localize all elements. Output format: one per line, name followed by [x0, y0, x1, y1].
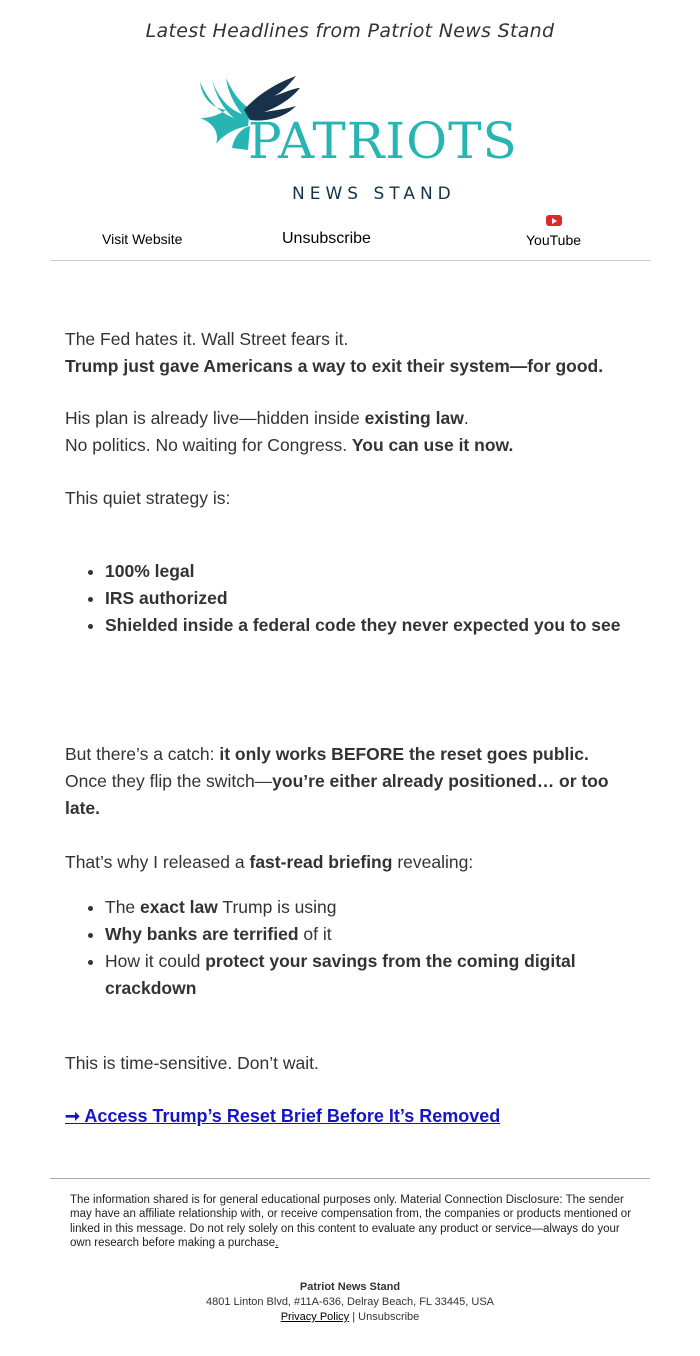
intro-line-1: The Fed hates it. Wall Street fears it. — [65, 329, 349, 349]
plan-text-c: . — [463, 408, 469, 428]
list-item — [105, 921, 645, 948]
plan-paragraph — [65, 405, 513, 459]
list-item — [105, 585, 645, 612]
strategy-list — [65, 558, 645, 639]
briefing-text-c: revealing: — [392, 852, 474, 872]
company-name: Patriot News Stand — [299, 1281, 401, 1293]
list-item-bold: exact law — [140, 897, 218, 917]
disclaimer-body: The information shared is for general educational purposes only. Material Connection Disclosure: The sender may have an affiliate relationship with, or receive compensation from, the companies or products mentioned or linked in this message. Do not rely solely on this content to evaluate any product or service—always do your own research before making a purchase — [70, 1194, 632, 1249]
list-item-text: How it could — [105, 951, 206, 971]
plan-text-d: No politics. No waiting for Congress. — [65, 435, 352, 455]
catch-text-b: it only works BEFORE the reset goes public. — [219, 744, 589, 764]
footer-divider — [50, 1178, 650, 1179]
plan-text-a: His plan is already live—hidden inside — [65, 408, 365, 428]
top-navigation — [50, 212, 650, 261]
company-info — [0, 1280, 700, 1325]
list-item-bold: protect your savings from the coming digital crackdown — [105, 951, 576, 998]
urgency-text: This is time-sensitive. Don’t wait. — [65, 1053, 319, 1073]
unsubscribe-link[interactable]: Unsubscribe — [282, 230, 371, 247]
list-item — [105, 948, 645, 1002]
disclaimer-text — [70, 1193, 635, 1250]
intro-paragraph — [65, 326, 603, 380]
youtube-icon[interactable] — [546, 215, 562, 226]
intro-line-2: Trump just gave Americans a way to exit their system—for good. — [65, 356, 604, 376]
briefing-text-a: That’s why I released a — [65, 852, 250, 872]
footer-links — [0, 1310, 700, 1325]
strategy-intro: This quiet strategy is: — [65, 488, 231, 508]
briefing-text-b: fast-read briefing — [249, 852, 393, 872]
catch-text-a: But there’s a catch: — [65, 744, 220, 764]
footer-separator: | — [349, 1311, 359, 1323]
list-item — [105, 894, 645, 921]
patriots-news-stand-logo[interactable] — [190, 70, 518, 210]
list-item-text: IRS authorized — [105, 588, 228, 608]
briefing-paragraph — [65, 849, 473, 876]
briefing-list — [65, 894, 645, 1002]
access-brief-link[interactable]: ➞ Access Trump’s Reset Brief Before It’s Removed — [65, 1106, 501, 1126]
plan-text-b: existing law — [364, 408, 464, 428]
catch-text-d: you’re either already positioned… or too late. — [65, 771, 609, 818]
list-item-text: The — [105, 897, 141, 917]
logo-subtitle: NEWS STAND — [292, 184, 456, 204]
list-item-bold: Why banks are terrified — [105, 924, 299, 944]
list-item-text: Shielded inside a federal code they never expected you to see — [105, 615, 621, 635]
disclaimer-end: . — [275, 1236, 279, 1249]
youtube-link[interactable]: YouTube — [526, 232, 582, 248]
visit-website-link[interactable]: Visit Website — [102, 231, 183, 247]
list-item-text: of it — [298, 924, 332, 944]
plan-text-e: You can use it now. — [351, 435, 514, 455]
catch-paragraph — [65, 741, 645, 822]
email-header-title: Latest Headlines from Patriot News Stand — [145, 20, 555, 42]
company-address: 4801 Linton Blvd, #11A-636, Delray Beach, FL 33445, USA — [205, 1296, 494, 1308]
privacy-policy-link[interactable]: Privacy Policy — [280, 1311, 350, 1323]
list-item-text: 100% legal — [105, 561, 195, 581]
catch-text-c: Once they flip the switch— — [65, 771, 273, 791]
footer-unsubscribe-link[interactable]: Unsubscribe — [358, 1311, 420, 1323]
list-item-text: Trump is using — [217, 897, 337, 917]
list-item — [105, 612, 645, 639]
list-item — [105, 558, 645, 585]
logo-wordmark: PATRIOTS — [248, 112, 518, 170]
